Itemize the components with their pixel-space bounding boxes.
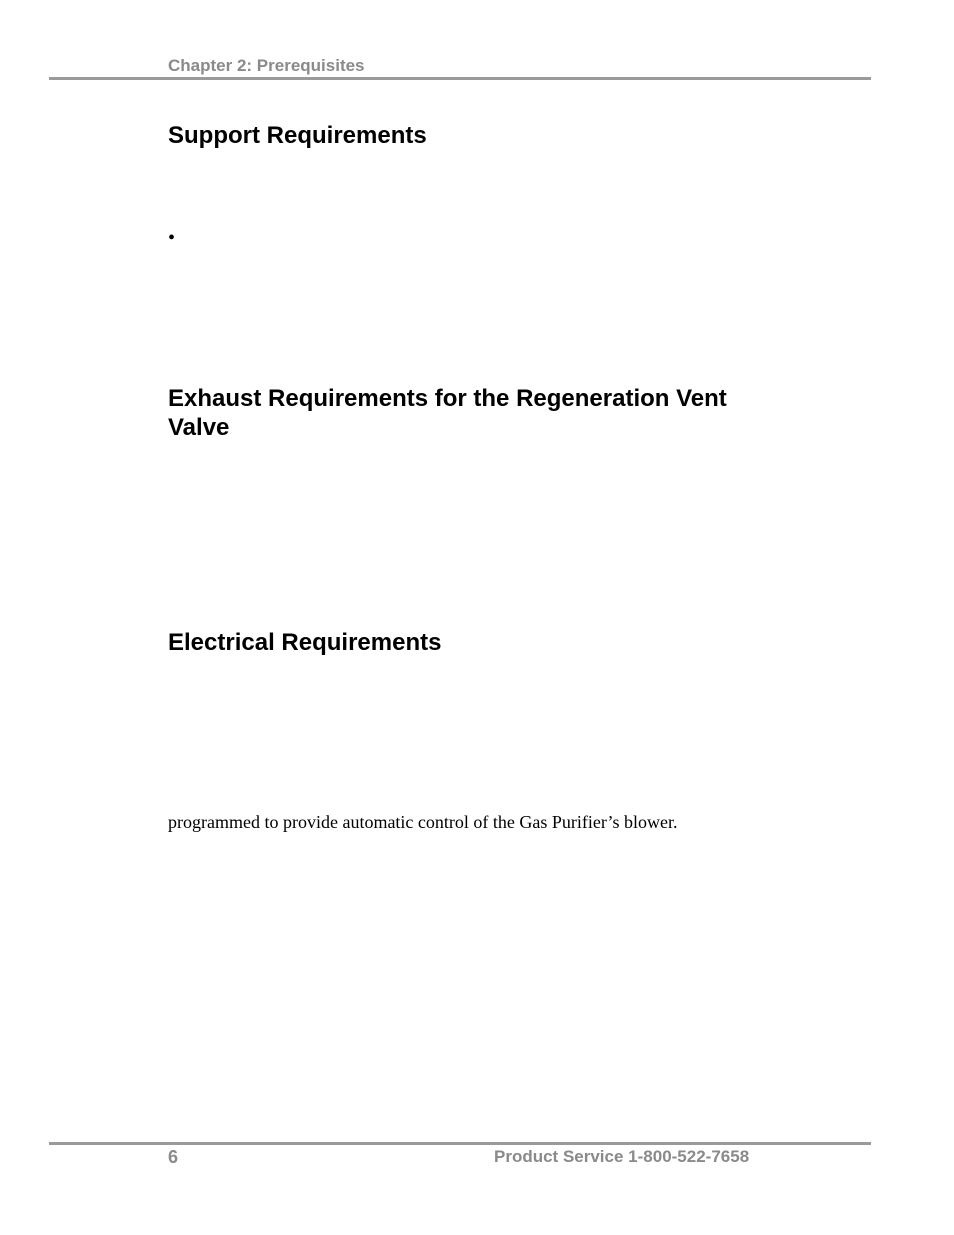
bullet-marker: • — [168, 227, 176, 249]
electrical-body-text: programmed to provide automatic control of the Gas Purifier’s blower. — [168, 812, 678, 832]
header-rule — [49, 77, 871, 80]
footer-rule — [49, 1142, 871, 1145]
support-requirements-heading: Support Requirements — [168, 122, 427, 149]
exhaust-requirements-heading: Exhaust Requirements for the Regeneration Vent Valve — [168, 385, 727, 441]
running-header: Chapter 2: Prerequisites — [168, 56, 365, 75]
electrical-requirements-heading: Electrical Requirements — [168, 629, 442, 656]
page-number: 6 — [168, 1147, 179, 1167]
product-service-phone: Product Service 1-800-522-7658 — [494, 1147, 750, 1166]
